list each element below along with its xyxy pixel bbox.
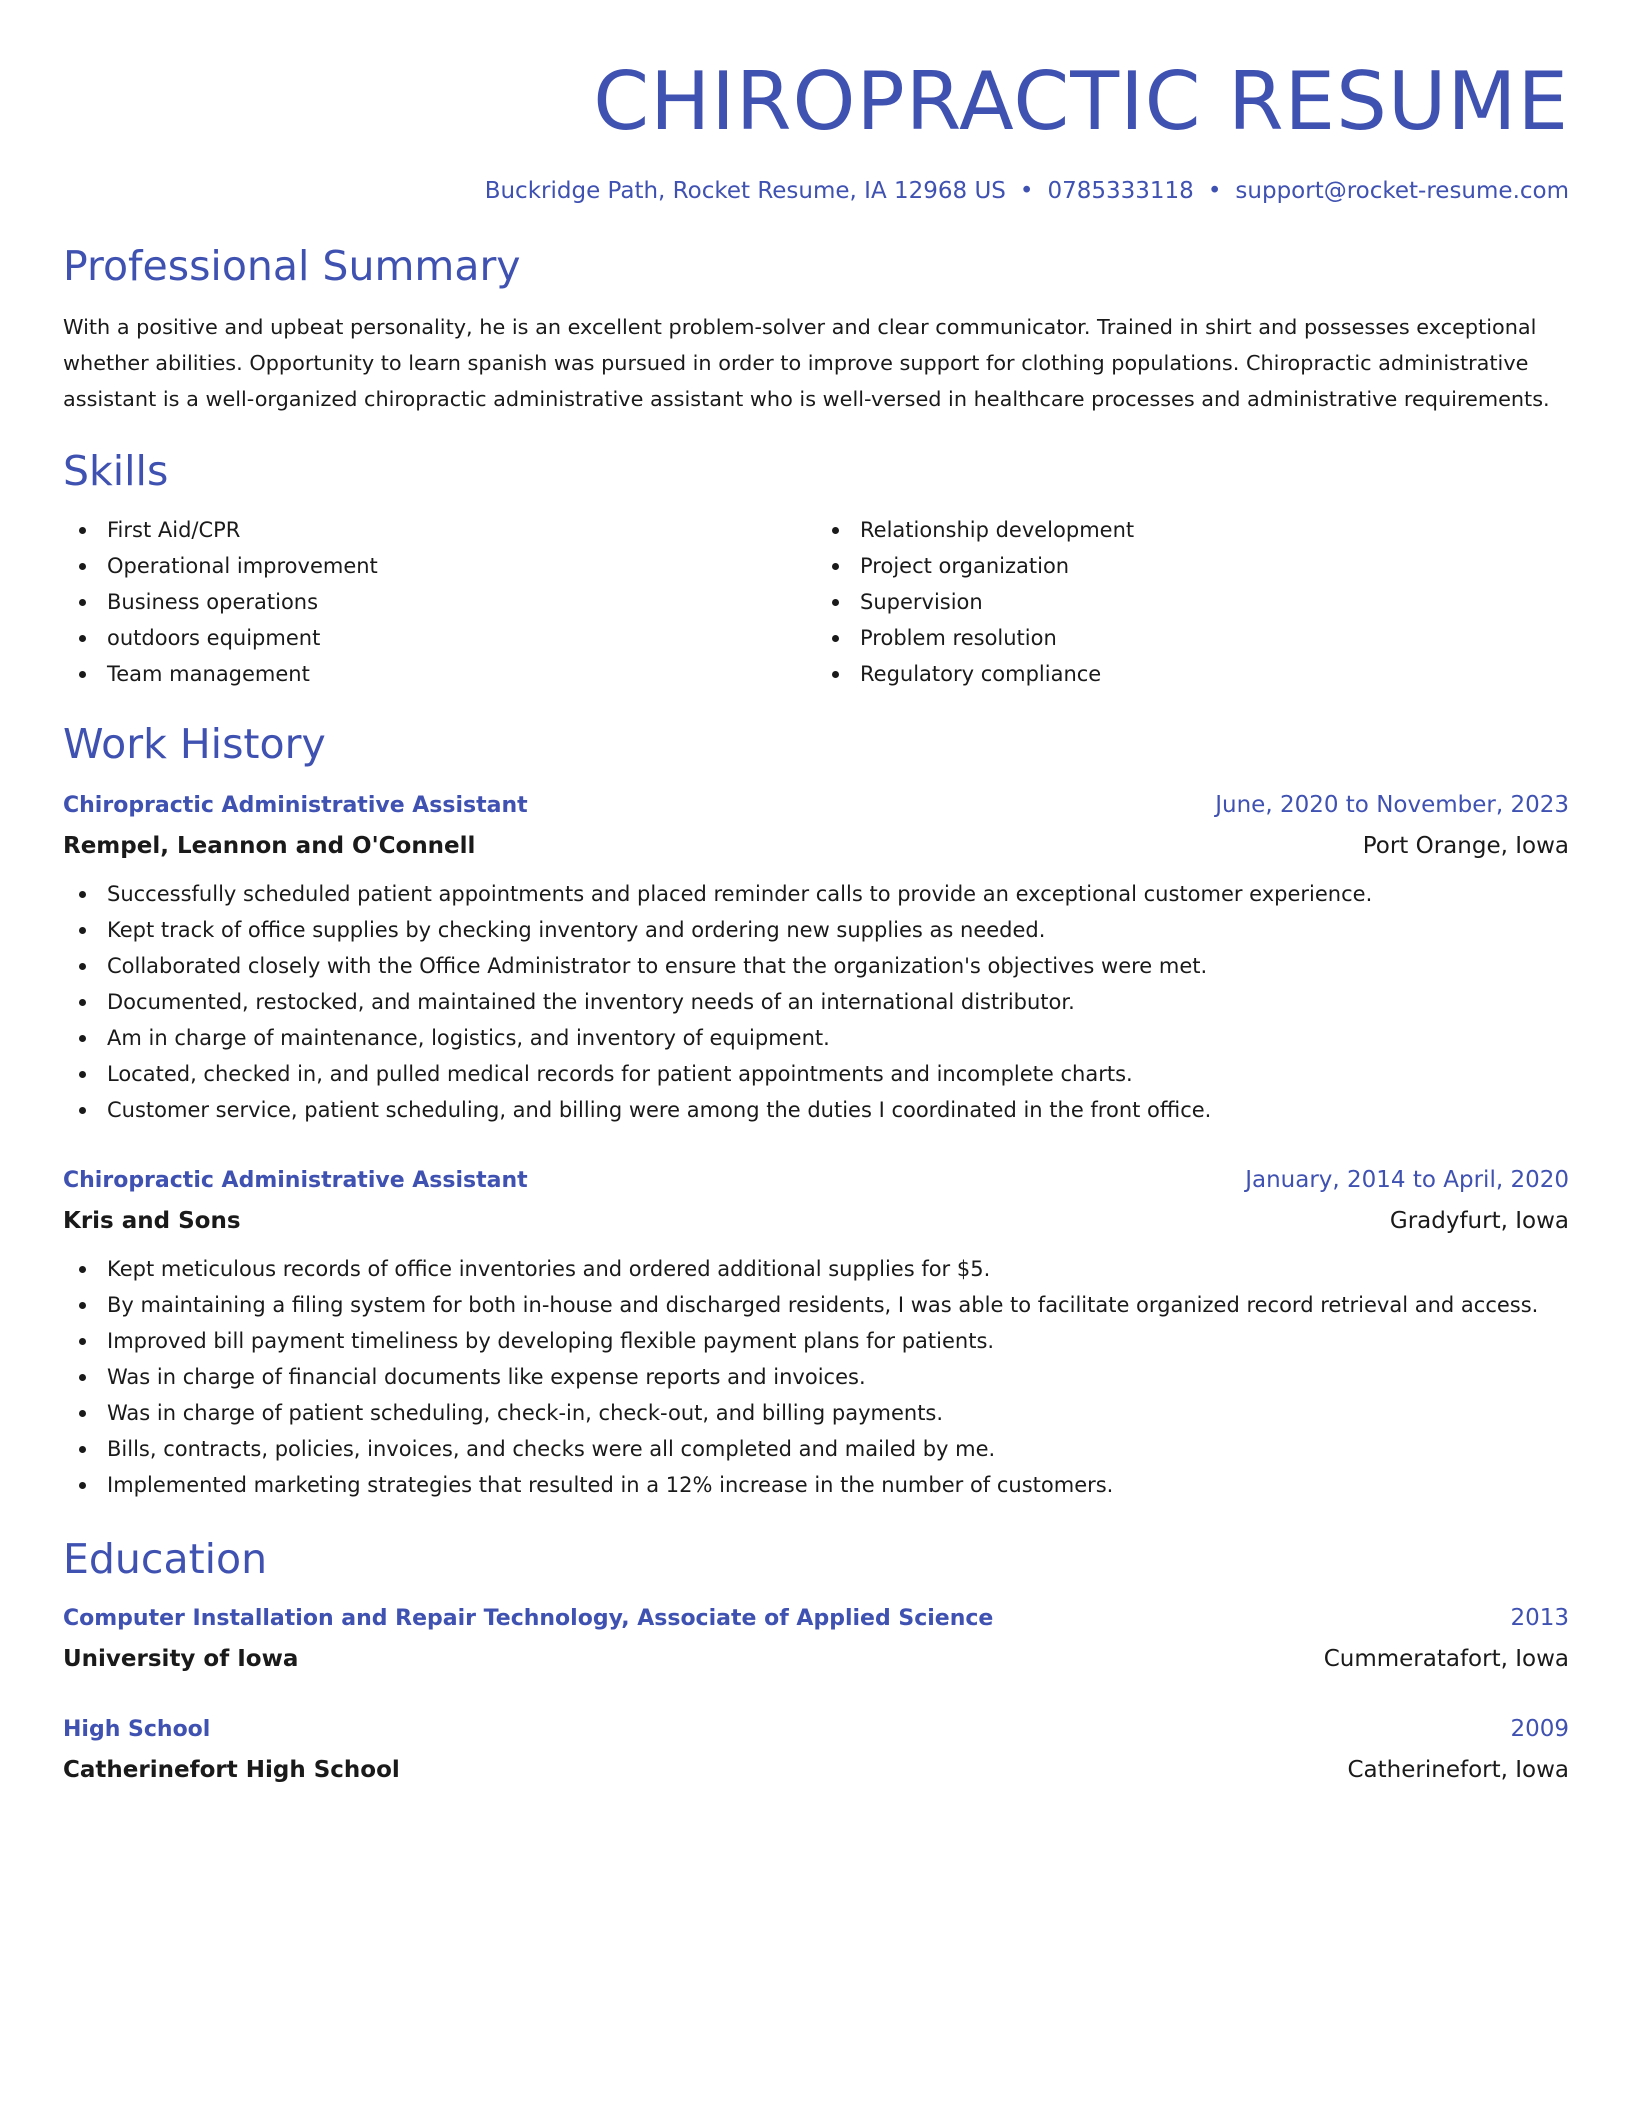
skill-item: Team management (107, 656, 816, 692)
education-entry (63, 1602, 1569, 1675)
job-duties (63, 876, 1569, 1128)
skill-item: outdoors equipment (107, 620, 816, 656)
graduation-year: 2009 (1510, 1716, 1569, 1743)
job-title: Chiropractic Administrative Assistant (63, 1168, 528, 1194)
job-dates: June, 2020 to November, 2023 (1215, 792, 1569, 819)
duty-item: Implemented marketing strategies that resulted in a 12% increase in the number of customers. (107, 1467, 1569, 1503)
job-entry (63, 789, 1569, 1128)
skill-item: Regulatory compliance (860, 656, 1569, 692)
skills-column-right (816, 512, 1569, 692)
skill-item: Business operations (107, 584, 816, 620)
address: Buckridge Path, Rocket Resume, IA 12968 US (484, 178, 1006, 204)
duty-item: Was in charge of financial documents like expense reports and invoices. (107, 1359, 1569, 1395)
skill-item: Relationship development (860, 512, 1569, 548)
graduation-year: 2013 (1510, 1605, 1569, 1632)
school-name: University of Iowa (63, 1646, 299, 1673)
skill-item: First Aid/CPR (107, 512, 816, 548)
job-entry (63, 1164, 1569, 1503)
company-name: Rempel, Leannon and O'Connell (63, 832, 476, 859)
job-location: Gradyfurt, Iowa (1389, 1207, 1569, 1234)
school-location: Cummeratafort, Iowa (1323, 1646, 1569, 1673)
school-name: Catherinefort High School (63, 1757, 400, 1784)
education-entry (63, 1713, 1569, 1786)
job-duties (63, 1251, 1569, 1503)
skills-list (63, 512, 1569, 692)
duty-item: Kept meticulous records of office inventories and ordered additional supplies for $5. (107, 1251, 1569, 1287)
section-title-skills: Skills (63, 446, 169, 495)
separator-dot: • (1019, 178, 1034, 204)
skill-item: Project organization (860, 548, 1569, 584)
duty-item: Am in charge of maintenance, logistics, and inventory of equipment. (107, 1020, 1569, 1056)
company-name: Kris and Sons (63, 1207, 241, 1234)
job-location: Port Orange, Iowa (1362, 832, 1569, 859)
section-title-work-history: Work History (63, 719, 326, 768)
skill-item: Supervision (860, 584, 1569, 620)
resume-title: CHIROPRACTIC RESUME (593, 55, 1569, 148)
skills-column-left (63, 512, 816, 692)
duty-item: Documented, restocked, and maintained the inventory needs of an international distributor. (107, 984, 1569, 1020)
duty-item: Bills, contracts, policies, invoices, and checks were all completed and mailed by me. (107, 1431, 1569, 1467)
duty-item: Customer service, patient scheduling, and billing were among the duties I coordinated in the front office. (107, 1092, 1569, 1128)
duty-item: Was in charge of patient scheduling, check-in, check-out, and billing payments. (107, 1395, 1569, 1431)
duty-item: Successfully scheduled patient appointments and placed reminder calls to provide an exceptional customer experience. (107, 876, 1569, 912)
duty-item: By maintaining a filing system for both in-house and discharged residents, I was able to facilitate organized record retrieval and access. (107, 1287, 1569, 1323)
skill-item: Operational improvement (107, 548, 816, 584)
job-dates: January, 2014 to April, 2020 (1245, 1167, 1569, 1194)
job-title: Chiropractic Administrative Assistant (63, 793, 528, 819)
email-address: support@rocket-resume.com (1235, 178, 1569, 204)
school-location: Catherinefort, Iowa (1347, 1757, 1569, 1784)
degree-name: Computer Installation and Repair Technology, Associate of Applied Science (63, 1606, 994, 1632)
skill-item: Problem resolution (860, 620, 1569, 656)
resume-header (63, 55, 1569, 206)
duty-item: Located, checked in, and pulled medical records for patient appointments and incomplete charts. (107, 1056, 1569, 1092)
section-title-summary: Professional Summary (63, 241, 521, 290)
summary-text: With a positive and upbeat personality, he is an excellent problem-solver and clear communicator. Trained in shirt and possesses exceptional whether abilities. Opportunity to learn spanish was pursued in order to improve support for clothing populations. Chiropractic administrative assistant is a well-organized chiropractic administrative assistant who is well-versed in healthcare processes and administrative requirements. (63, 314, 1550, 411)
degree-name: High School (63, 1717, 211, 1743)
duty-item: Collaborated closely with the Office Administrator to ensure that the organization's objectives were met. (107, 948, 1569, 984)
contact-line (63, 178, 1569, 206)
separator-dot: • (1207, 178, 1222, 204)
phone-number: 0785333118 (1047, 178, 1194, 204)
section-title-education: Education (63, 1535, 268, 1584)
duty-item: Kept track of office supplies by checking inventory and ordering new supplies as needed. (107, 912, 1569, 948)
duty-item: Improved bill payment timeliness by developing flexible payment plans for patients. (107, 1323, 1569, 1359)
